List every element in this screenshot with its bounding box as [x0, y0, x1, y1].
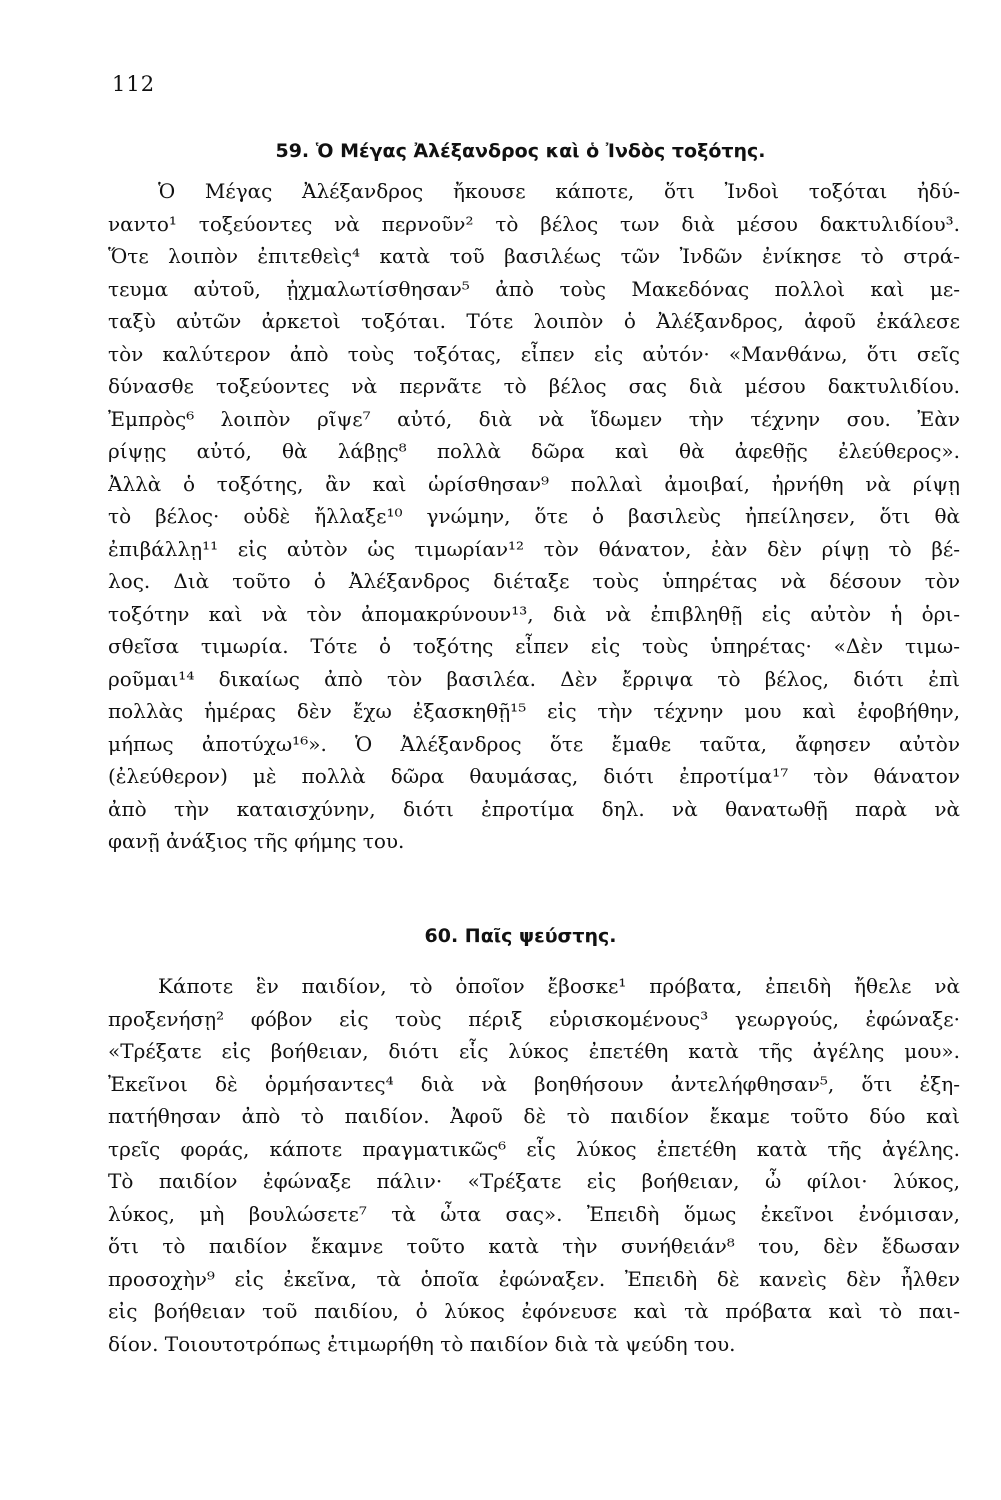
text-line: (ἐλεύθερον) μὲ πολλὰ δῶρα θαυμάσας, διότι ἐπροτίμα¹⁷ τὸν θάνατον	[108, 764, 960, 788]
story-60-heading: 60. Παῖς ψεύστης.	[424, 925, 617, 947]
text-line: δίον. Τοιουτοτρόπως ἐτιμωρήθη τὸ παιδίον διὰ τὰ ψεύδη του.	[108, 1331, 736, 1356]
text-line: πολλὰς ἡμέρας δὲν ἔχω ἐξασκηθῇ¹⁵ εἰς τὴν τέχνην μου καὶ ἐφοβήθην,	[108, 699, 960, 723]
text-line: προσοχὴν⁹ εἰς ἐκεῖνα, τὰ ὁποῖα ἐφώναξεν. Ἐπειδὴ δὲ κανεὶς δὲν ἦλθεν	[108, 1266, 960, 1291]
text-line: δύνασθε τοξεύοντες νὰ περνᾶτε τὸ βέλος σας διὰ μέσου δακτυλιδίου.	[108, 374, 960, 398]
text-line: ἀπὸ τὴν καταισχύνην, διότι ἐπροτίμα δηλ. νὰ θανατωθῇ παρὰ νὰ	[108, 796, 960, 821]
text-line: ὅτι τὸ παιδίον ἔκαμνε τοῦτο κατὰ τὴν συνήθειάν⁸ του, δὲν ἔδωσαν	[108, 1234, 960, 1258]
text-line: τὸν καλύτερον ἀπὸ τοὺς τοξότας, εἶπεν εἰς αὐτόν· «Μανθάνω, ὅτι σεῖς	[108, 341, 960, 366]
text-line: «Τρέξατε εἰς βοήθειαν, διότι εἷς λύκος ἐπετέθη κατὰ τῆς ἀγέλης μου».	[108, 1039, 960, 1063]
text-line: ροῦμαι¹⁴ δικαίως ἀπὸ τὸν βασιλέα. Δὲν ἔρριψα τὸ βέλος, διότι ἐπὶ	[108, 666, 960, 691]
text-line: ναντο¹ τοξεύοντες νὰ περνοῦν² τὸ βέλος των διὰ μέσου δακτυλιδίου³.	[108, 211, 960, 236]
text-line: Κάποτε ἓν παιδίον, τὸ ὁποῖον ἔβοσκε¹ πρόβατα, ἐπειδὴ ἤθελε νὰ	[158, 974, 960, 998]
text-line: ταξὺ αὐτῶν ἀρκετοὶ τοξόται. Τότε λοιπὸν ὁ Ἀλέξανδρος, ἀφοῦ ἐκάλεσε	[108, 309, 960, 333]
story-59-text	[108, 175, 960, 858]
text-line: τοξότην καὶ νὰ τὸν ἀπομακρύνουν¹³, διὰ νὰ ἐπιβληθῇ εἰς αὐτὸν ἡ ὁρι-	[108, 601, 960, 626]
text-line: Ἀλλὰ ὁ τοξότης, ἂν καὶ ὡρίσθησαν⁹ πολλαὶ ἀμοιβαί, ἠρνήθη νὰ ρίψῃ	[108, 471, 960, 496]
text-line: Τὸ παιδίον ἐφώναξε πάλιν· «Τρέξατε εἰς βοήθειαν, ὦ φίλοι· λύκος,	[108, 1169, 960, 1193]
text-line: λος. Διὰ τοῦτο ὁ Ἀλέξανδρος διέταξε τοὺς ὑπηρέτας νὰ δέσουν τὸν	[108, 569, 960, 593]
text-line: μήπως ἀποτύχω¹⁶». Ὁ Ἀλέξανδρος ὅτε ἔμαθε ταῦτα, ἄφησεν αὐτὸν	[108, 731, 960, 756]
text-line: σθεῖσα τιμωρία. Τότε ὁ τοξότης εἶπεν εἰς τοὺς ὑπηρέτας· «Δὲν τιμω-	[108, 634, 960, 658]
text-line: ἐπιβάλλῃ¹¹ εἰς αὐτὸν ὡς τιμωρίαν¹² τὸν θάνατον, ἐὰν δὲν ρίψῃ τὸ βέ-	[108, 536, 960, 561]
text-line: προξενήσῃ² φόβον εἰς τοὺς πέριξ εὑρισκομένους³ γεωργούς, ἐφώναξε·	[108, 1006, 960, 1031]
page-number: 112	[112, 72, 156, 96]
story-60-text	[108, 970, 960, 1360]
text-line: τευμα αὐτοῦ, ᾐχμαλωτίσθησαν⁵ ἀπὸ τοὺς Μακεδόνας πολλοὶ καὶ με-	[108, 276, 960, 301]
text-line: φανῇ ἀνάξιος τῆς φήμης του.	[108, 829, 405, 853]
text-line: Ὁ Μέγας Ἀλέξανδρος ἤκουσε κάποτε, ὅτι Ἰνδοὶ τοξόται ἠδύ-	[158, 179, 960, 203]
text-line: τὸ βέλος· οὐδὲ ἤλλαξε¹⁰ γνώμην, ὅτε ὁ βασιλεὺς ἠπείλησεν, ὅτι θὰ	[108, 504, 960, 528]
text-line: ρίψῃς αὐτό, θὰ λάβῃς⁸ πολλὰ δῶρα καὶ θὰ ἀφεθῇς ἐλεύθερος».	[108, 439, 960, 463]
text-line: τρεῖς φοράς, κάποτε πραγματικῶς⁶ εἷς λύκος ἐπετέθη κατὰ τῆς ἀγέλης.	[108, 1136, 960, 1161]
text-line: πατήθησαν ἀπὸ τὸ παιδίον. Ἀφοῦ δὲ τὸ παιδίον ἔκαμε τοῦτο δύο καὶ	[108, 1104, 960, 1128]
story-59-heading: 59. Ὁ Μέγας Ἀλέξανδρος καὶ ὁ Ἰνδὸς τοξότης.	[275, 140, 766, 162]
text-line: εἰς βοήθειαν τοῦ παιδίου, ὁ λύκος ἐφόνευσε καὶ τὰ πρόβατα καὶ τὸ παι-	[108, 1299, 960, 1323]
text-line: Ὅτε λοιπὸν ἐπιτεθεὶς⁴ κατὰ τοῦ βασιλέως τῶν Ἰνδῶν ἐνίκησε τὸ στρά-	[108, 244, 960, 268]
text-line: Ἐκεῖνοι δὲ ὁρμήσαντες⁴ διὰ νὰ βοηθήσουν ἀντελήφθησαν⁵, ὅτι ἐξη-	[108, 1071, 960, 1096]
text-line: λύκος, μὴ βουλώσετε⁷ τὰ ὦτα σας». Ἐπειδὴ ὅμως ἐκεῖνοι ἐνόμισαν,	[108, 1201, 960, 1226]
text-line: Ἐμπρὸς⁶ λοιπὸν ρῖψε⁷ αὐτό, διὰ νὰ ἴδωμεν τὴν τέχνην σου. Ἐὰν	[108, 406, 960, 431]
